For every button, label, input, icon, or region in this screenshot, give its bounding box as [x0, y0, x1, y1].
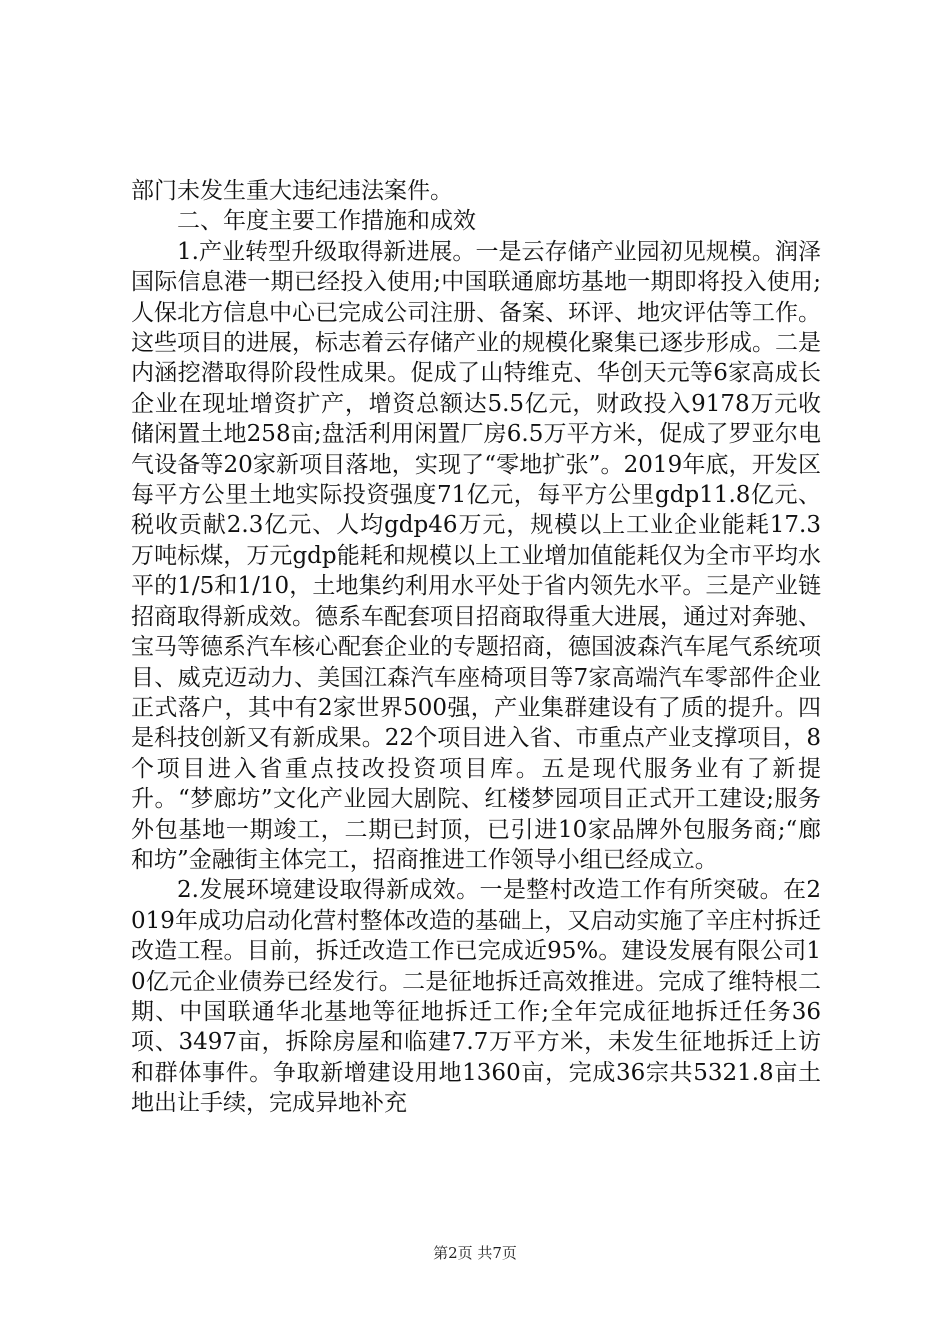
- paragraph-continuation: 部门未发生重大违纪违法案件。: [131, 178, 453, 204]
- paragraph-development-environment: 2.发展环境建设取得新成效。一是整村改造工作有所突破。在2019年成功启动化营村整体改造的基础上，又启动实施了辛庄村拆迁改造工程。目前，拆迁改造工作已完成近95%。建设发展有限公司10亿元企业债券已经发行。二是征地拆迁高效推进。完成了维特根二期、中国联通华北基地等征地拆迁工作;全年完成征地拆迁任务36项、3497亩，拆除房屋和临建7.7万平方米，未发生征地拆迁上访和群体事件。争取新增建设用地1360亩，完成36宗共5321.8亩土地出让手续，完成异地补充: [131, 877, 821, 1117]
- section-heading: 二、年度主要工作措施和成效: [177, 208, 476, 235]
- document-body: [131, 176, 821, 1119]
- page-footer: 第2页 共7页: [433, 1244, 517, 1262]
- paragraph-industry-upgrade: 1.产业转型升级取得新进展。一是云存储产业园初见规模。润泽国际信息港一期已经投入使用;中国联通廊坊基地一期即将投入使用;人保北方信息中心已完成公司注册、备案、环评、地灾评估等工作。这些项目的进展，标志着云存储产业的规模化聚集已逐步形成。二是内涵挖潜取得阶段性成果。促成了山特维克、华创天元等6家高成长企业在现址增资扩产，增资总额达5.5亿元，财政投入9178万元收储闲置土地258亩;盘活利用闲置厂房6.5万平方米，促成了罗亚尔电气设备等20家新项目落地，实现了“零地扩张”。2019年底，开发区每平方公里土地实际投资强度71亿元，每平方公里gdp11.8亿元、税收贡献2.3亿元、人均gdp46万元，规模以上工业企业能耗17.3万吨标煤，万元gdp能耗和规模以上工业增加值能耗仅为全市平均水平的1/5和1/10，土地集约利用水平处于省内领先水平。三是产业链招商取得新成效。德系车配套项目招商取得重大进展，通过对奔驰、宝马等德系汽车核心配套企业的专题招商，德国波森汽车尾气系统项目、威克迈动力、美国江森汽车座椅项目等7家高端汽车零部件企业正式落户，其中有2家世界500强，产业集群建设有了质的提升。四是科技创新又有新成果。22个项目进入省、市重点产业支撑项目，8个项目进入省重点技改投资项目库。五是现代服务业有了新提升。“梦廊坊”文化产业园大剧院、红楼梦园项目正式开工建设;服务外包基地一期竣工，二期已封顶，已引进10家品牌外包服务商;“廊和坊”金融街主体完工，招商推进工作领导小组已经成立。: [131, 238, 821, 873]
